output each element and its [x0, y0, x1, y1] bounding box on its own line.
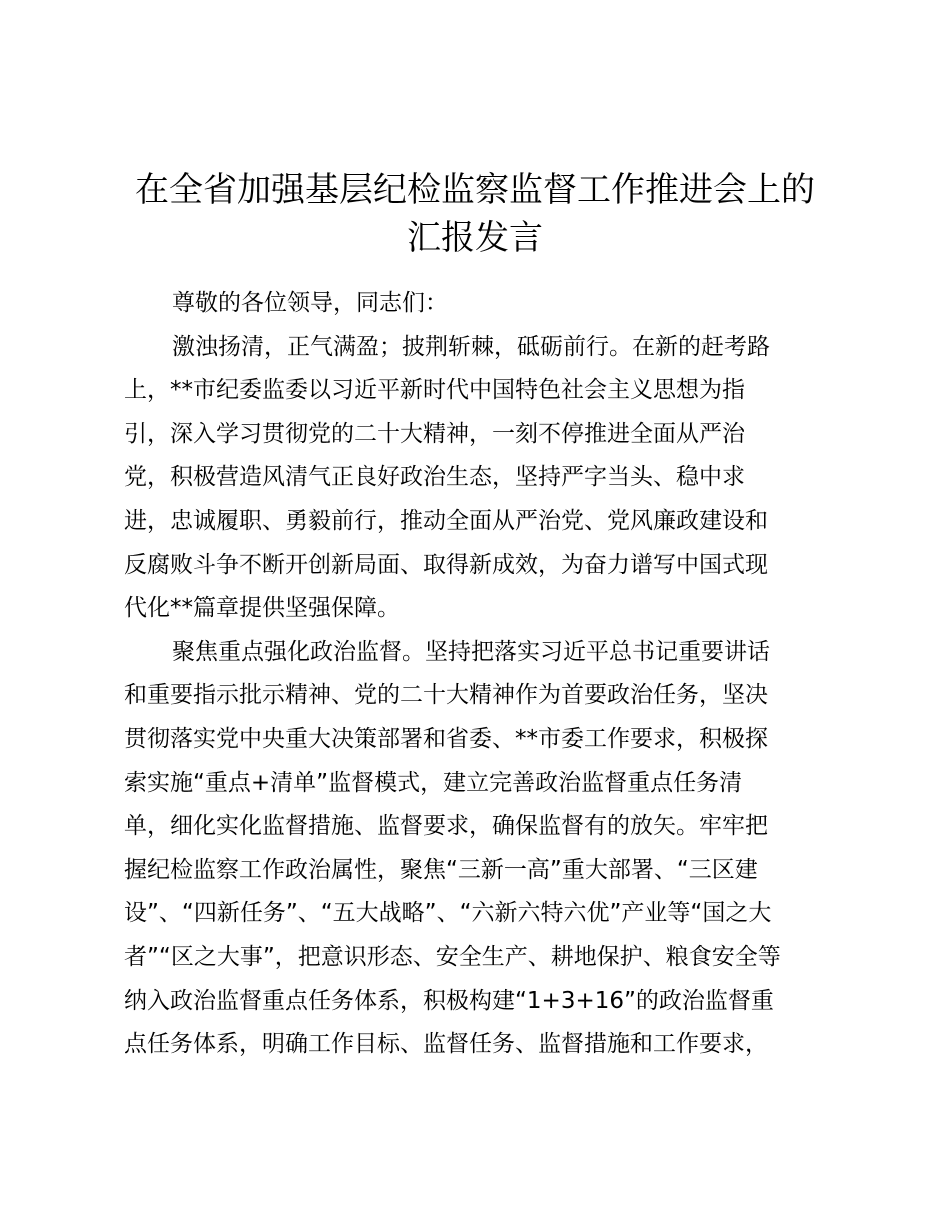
paragraph-1-line: 激浊扬清，正气满盈；披荆斩棘，砥砺前行。在新的赶考路	[172, 333, 770, 360]
paragraph-2-line: 贯彻落实党中央重大决策部署和省委、**市委工作要求，积极探	[124, 725, 768, 752]
paragraph-1-line: 反腐败斗争不断开创新局面、取得新成效，为奋力谱写中国式现	[124, 551, 768, 578]
paragraph-1-line: 引，深入学习贯彻党的二十大精神，一刻不停推进全面从严治	[124, 420, 745, 447]
paragraph-2-line: 单，细化实化监督措施、监督要求，确保监督有的放矢。牢牢把	[124, 813, 768, 840]
salutation: 尊敬的各位领导，同志们：	[172, 290, 448, 316]
paragraph-2-line: 聚焦重点强化政治监督。坚持把落实习近平总书记重要讲话	[172, 638, 770, 665]
document-title	[100, 166, 850, 262]
paragraph-1	[124, 326, 836, 631]
paragraph-2-line: 索实施“重点+清单”监督模式，建立完善政治监督重点任务清	[124, 769, 743, 796]
paragraph-1-line: 代化**篇章提供坚强保障。	[124, 595, 400, 622]
paragraph-2-line: 点任务体系，明确工作目标、监督任务、监督措施和工作要求，	[124, 1031, 768, 1058]
title-line-1: 在全省加强基层纪检监察监督工作推进会上的	[135, 170, 815, 210]
title-line-2: 汇报发言	[407, 218, 543, 258]
paragraph-1-line: 上，**市纪委监委以习近平新时代中国特色社会主义思想为指	[124, 377, 745, 404]
paragraph-2-line: 者”“区之大事”，把意识形态、安全生产、耕地保护、粮食安全等	[124, 943, 781, 970]
paragraph-2-line: 和重要指示批示精神、党的二十大精神作为首要政治任务，坚决	[124, 682, 768, 709]
paragraph-2-line: 设”、“四新任务”、“五大战略”、“六新六特六优”产业等“国之大	[124, 900, 772, 927]
paragraph-2-line: 握纪检监察工作政治属性，聚焦“三新一高”重大部署、“三区建	[124, 856, 758, 883]
paragraph-1-line: 党，积极营造风清气正良好政治生态，坚持严字当头、稳中求	[124, 464, 745, 491]
paragraph-2	[124, 631, 836, 1067]
paragraph-1-line: 进，忠诚履职、勇毅前行，推动全面从严治党、党风廉政建设和	[124, 507, 768, 534]
document-body	[124, 282, 836, 1067]
paragraph-2-line: 纳入政治监督重点任务体系，积极构建“1+3+16”的政治监督重	[124, 987, 774, 1014]
